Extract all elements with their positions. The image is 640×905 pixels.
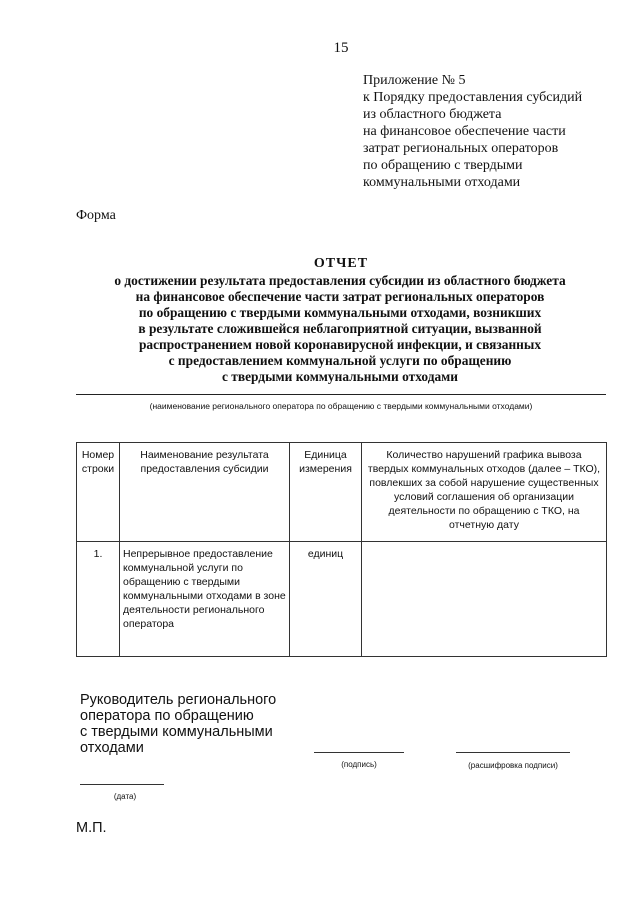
- signature-decoding-line: [456, 752, 570, 753]
- report-table: [76, 442, 607, 657]
- signer-title: [80, 692, 320, 756]
- report-subtitle: [60, 273, 620, 385]
- appendix-line: по обращению с твердыми: [363, 158, 523, 173]
- appendix-line: из областного бюджета: [363, 107, 502, 122]
- report-title: ОТЧЕТ: [313, 256, 369, 271]
- signer-line: отходами: [80, 740, 144, 756]
- date-caption: (дата): [113, 792, 137, 801]
- header-row-number: Номер строки: [77, 443, 120, 542]
- cell-unit: единиц: [290, 542, 362, 657]
- appendix-line: Приложение № 5: [363, 73, 466, 88]
- subtitle-line: распространением новой коронавирусной инфекции, и связанных: [138, 337, 542, 352]
- appendix-line: затрат региональных операторов: [363, 141, 559, 156]
- table-header-row: [77, 443, 607, 542]
- stamp-place-label: М.П.: [76, 820, 107, 836]
- cell-violations-count: [362, 542, 607, 657]
- signature-caption: (подпись): [341, 760, 377, 769]
- signer-line: оператора по обращению: [80, 708, 254, 724]
- date-line: [80, 784, 164, 785]
- operator-name-line: [76, 394, 606, 395]
- table-row: [77, 542, 607, 657]
- cell-row-number: 1.: [77, 542, 120, 657]
- signature-line: [314, 752, 404, 753]
- page-number: 15: [333, 40, 349, 56]
- subtitle-line: по обращению с твердыми коммунальными отходами, возникших: [138, 305, 542, 320]
- operator-name-caption: (наименование регионального оператора по обращению с твердыми коммунальными отходами): [149, 401, 533, 411]
- subtitle-line: с твердыми коммунальными отходами: [221, 369, 458, 384]
- appendix-line: на финансовое обеспечение части: [363, 124, 566, 139]
- subtitle-line: с предоставлением коммунальной услуги по обращению: [168, 353, 512, 368]
- subtitle-line: в результате сложившейся неблагоприятной ситуации, вызванной: [138, 321, 542, 336]
- signer-line: с твердыми коммунальными: [80, 724, 273, 740]
- subtitle-line: на финансовое обеспечение части затрат региональных операторов: [135, 289, 545, 304]
- header-result-name: Наименование результата предоставления субсидии: [120, 443, 290, 542]
- header-unit: Единица измерения: [290, 443, 362, 542]
- signer-line: Руководитель регионального: [80, 692, 277, 708]
- form-label: Форма: [76, 208, 116, 223]
- header-violations-count: Количество нарушений графика вывоза твердых коммунальных отходов (далее – ТКО), повлекших за собой нарушение существенных условий соглашения об организации деятельности по обращению с ТКО, на отчетную дату: [362, 443, 607, 542]
- signature-decoding-caption: (расшифровка подписи): [468, 761, 558, 770]
- appendix-line: к Порядку предоставления субсидий: [363, 90, 583, 105]
- appendix-block: [363, 72, 613, 191]
- appendix-line: коммунальными отходами: [363, 175, 521, 190]
- subtitle-line: о достижении результата предоставления субсидии из областного бюджета: [114, 273, 566, 288]
- cell-result-name: Непрерывное предоставление коммунальной услуги по обращению с твердыми коммунальными отходами в зоне деятельности регионального оператора: [120, 542, 290, 657]
